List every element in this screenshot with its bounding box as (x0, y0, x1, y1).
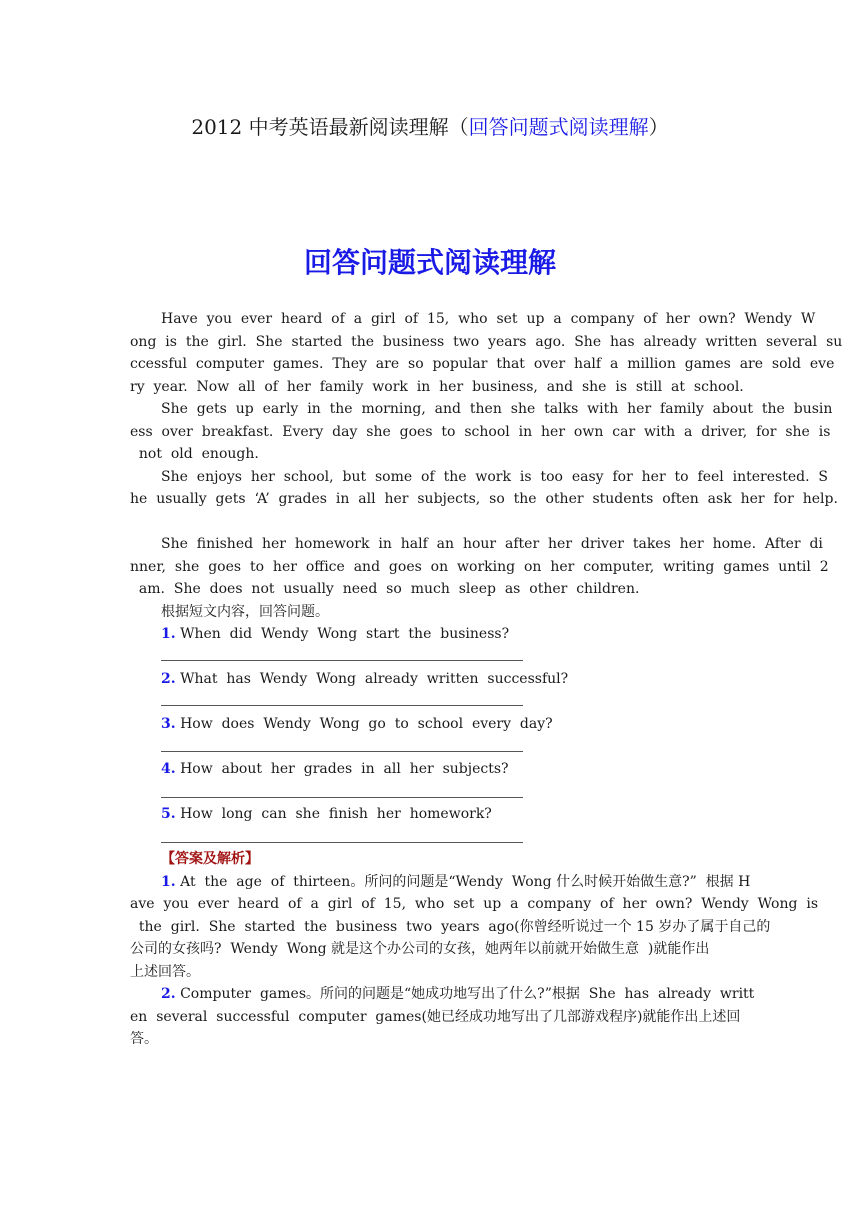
question-text: What has Wendy Wong already written successful? (180, 671, 569, 687)
passage-line: nner, she goes to her office and goes on working on her computer, writing games until 2 (130, 558, 829, 575)
passage-line: ccessful computer games. They are so popular that over half a million games are sold eve (130, 356, 835, 372)
answer-blank-5[interactable] (161, 842, 523, 843)
passage-line: he usually gets ‘A’ grades in all her subjects, so the other students often ask her for help. (130, 491, 838, 507)
passage-line: ess over breakfast. Every day she goes to school in her own car with a driver, for she is (130, 423, 831, 440)
answer-header: 【答案及解析】 (161, 851, 259, 867)
answer-blank-2[interactable] (161, 705, 523, 706)
passage (130, 308, 843, 623)
answer-text: ave you ever heard of a girl of 15, who set up a company of her own? Wendy Wong is (130, 896, 819, 912)
answer-section (130, 848, 819, 1051)
answer-blank-4[interactable] (161, 797, 523, 798)
question-text: How long can she finish her homework? (180, 806, 492, 822)
title-suffix: ） (648, 115, 669, 139)
section-title: 回答问题式阅读理解 (303, 246, 556, 279)
passage-line (130, 511, 735, 534)
question-4 (130, 758, 735, 781)
title-highlight: 回答问题式阅读理解 (468, 115, 649, 139)
answer-text: 公司的女孩吗? Wendy Wong 就是这个办公司的女孩，她两年以前就开始做生意 )就能作出 (130, 941, 710, 957)
passage-line: Have you ever heard of a girl of 15, who set up a company of her own? Wendy W (161, 311, 816, 327)
passage-line: am. She does not usually need so much sleep as other children. (130, 581, 640, 597)
answer-text: the girl. She started the business two years ago(你曾经听说过一个 15 岁办了属于自己的 (130, 918, 771, 935)
question-5 (130, 803, 735, 826)
question-text: How about her grades in all her subjects? (180, 761, 509, 777)
question-3 (130, 713, 735, 736)
answer-text: 答。 (130, 1031, 158, 1047)
question-1 (130, 623, 735, 646)
question-number: 4. (161, 761, 176, 777)
answer-text: At the age of thirteen。所问的问题是“Wendy Wong 什么时候开始做生意?” 根据 H (175, 873, 751, 890)
document-title (0, 112, 860, 142)
passage-line: She finished her homework in half an hour after her driver takes her home. After di (161, 536, 823, 552)
passage-line: She gets up early in the morning, and then she talks with her family about the busin (161, 401, 833, 417)
question-number: 1. (161, 626, 176, 642)
instruction: 根据短文内容，回答问题。 (161, 603, 329, 620)
passage-line: She enjoys her school, but some of the work is too easy for her to feel interested. S (161, 468, 829, 485)
question-number: 3. (161, 716, 176, 732)
answer-blank-1[interactable] (161, 660, 523, 661)
question-number: 5. (161, 806, 176, 822)
answer-number: 2. (161, 986, 176, 1002)
question-2 (130, 668, 735, 691)
passage-line: ry year. Now all of her family work in her business, and she is still at school. (130, 378, 744, 395)
question-number: 2. (161, 671, 176, 687)
question-text: How does Wendy Wong go to school every day? (180, 716, 553, 732)
passage-line: not old enough. (130, 446, 259, 462)
answer-text: en several successful computer games(她已经成功地写出了几部游戏程序)就能作出上述回 (130, 1008, 741, 1025)
answer-blank-3[interactable] (161, 751, 523, 752)
answer-text: 上述回答。 (130, 963, 200, 980)
title-prefix: 2012 中考英语最新阅读理解（ (191, 115, 469, 139)
question-text: When did Wendy Wong start the business? (180, 626, 510, 642)
answer-text: Computer games。所问的问题是“她成功地写出了什么?”根据 She has already writt (175, 986, 755, 1002)
passage-line: ong is the girl. She started the business two years ago. She has already written several su (130, 333, 843, 350)
answer-number: 1. (161, 873, 176, 890)
